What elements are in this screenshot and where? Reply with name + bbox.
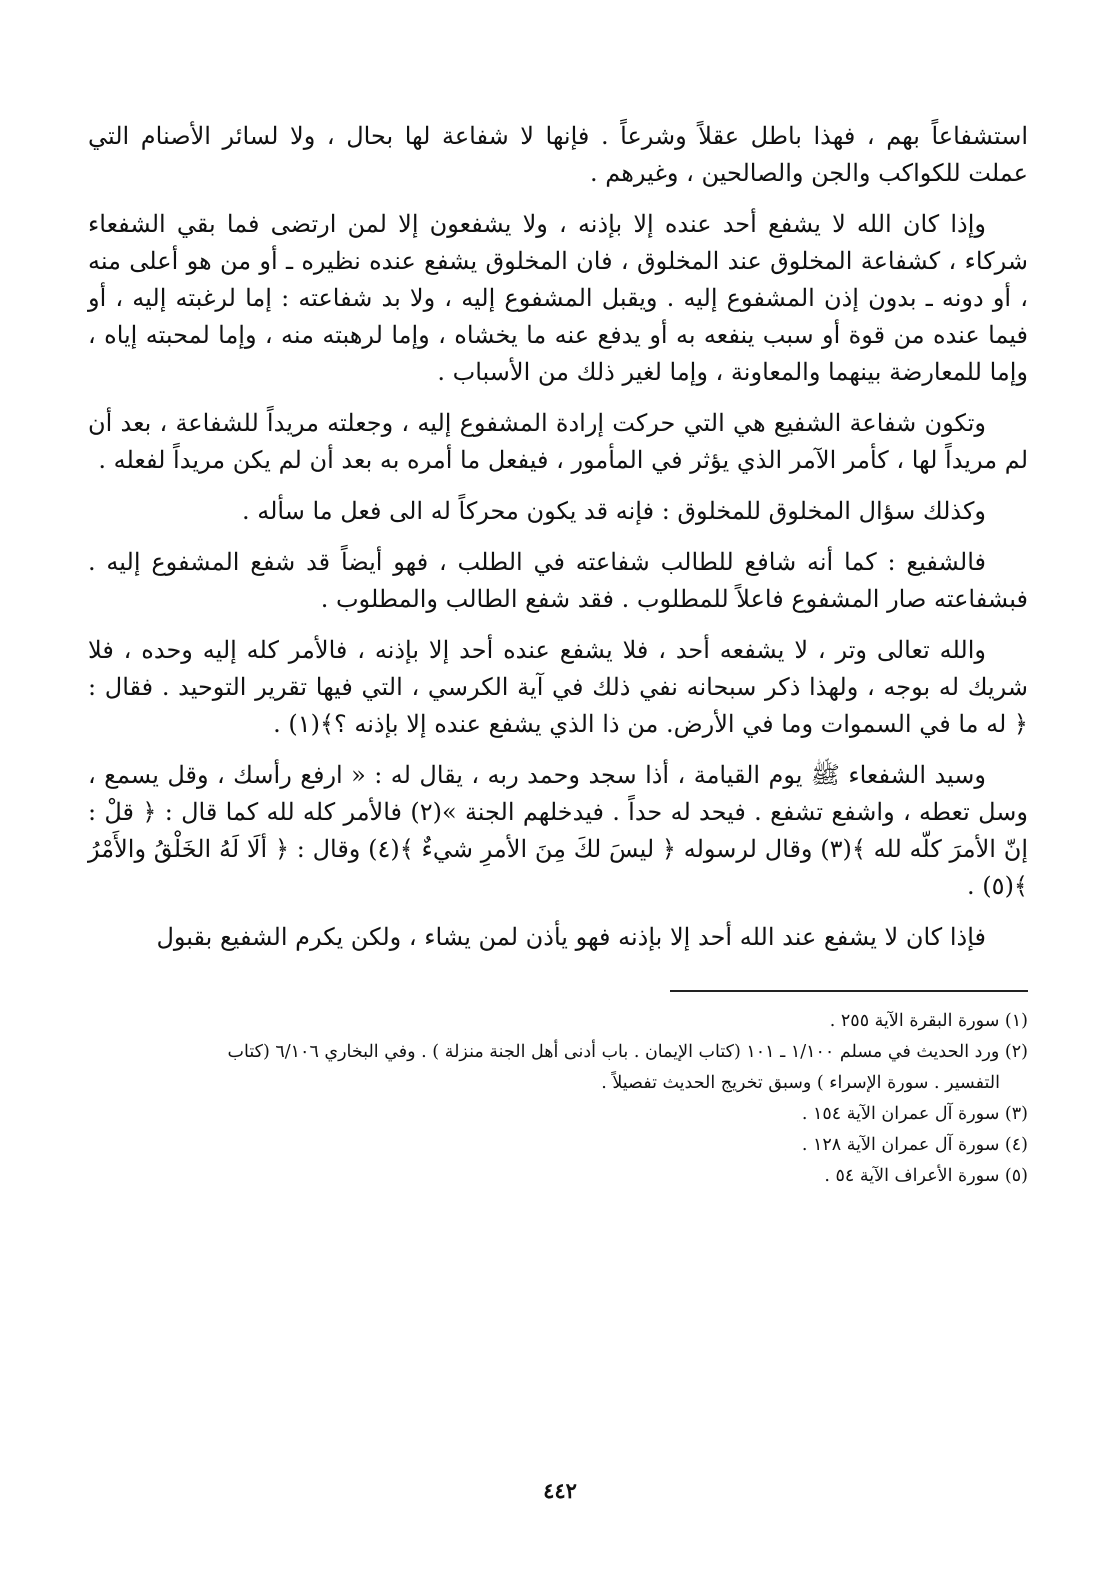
paragraph-5: فالشفيع : كما أنه شافع للطالب شفاعته في الطلب ، فهو أيضاً قد شفع المشفوع إليه . فبشفاعته صار المشفوع فاعلاً للمطلوب . فقد شفع الطالب والمطلوب . <box>88 548 1028 613</box>
footnotes <box>88 1006 1028 1192</box>
footnote-2: (٢) ورد الحديث في مسلم ١/١٠٠ ـ ١٠١ (كتاب الإيمان . باب أدنى أهل الجنة منزلة ) . وفي البخاري ٦/١٠٦ (كتاب <box>227 1042 1028 1062</box>
main-text <box>88 118 1028 956</box>
paragraph-6: والله تعالى وتر ، لا يشفعه أحد ، فلا يشفع عنده أحد إلا بإذنه ، فالأمر كله إليه وحده ، فلا شريك له بوجه ، ولهذا ذكر سبحانه نفي ذلك في آية الكرسي ، التي فيها تقرير التوحيد . فقال : ﴿ له ما في السموات وما في الأرض. من ذا الذي يشفع عنده إلا بإذنه ؟﴾(١) . <box>88 636 1028 738</box>
paragraph-7: وسيد الشفعاء ﷺ يوم القيامة ، أذا سجد وحمد ربه ، يقال له : « ارفع رأسك ، وقل يسمع ، وسل تعطه ، واشفع تشفع . فيحد له حداً . فيدخلهم الجنة »(٢) فالأمر كله لله كما قال : ﴿ قلْ : إنّ الأمرَ كلّه لله ﴾(٣) وقال لرسوله ﴿ ليسَ لكَ مِنَ الأمرِ شيءٌ ﴾(٤) وقال : ﴿ ألَا لَهُ الخَلْقُ والأَمْرُ ﴾(٥) . <box>88 761 1028 900</box>
footnote-divider <box>670 990 1028 992</box>
page-number: ٤٤٢ <box>543 1478 577 1503</box>
paragraph-1: استشفاعاً بهم ، فهذا باطل عقلاً وشرعاً . فإنها لا شفاعة لها بحال ، ولا لسائر الأصنام التي عملت للكواكب والجن والصالحين ، وغيرهم . <box>88 122 1028 187</box>
footnote-4: (٤) سورة آل عمران الآية ١٢٨ . <box>801 1135 1028 1155</box>
paragraph-8: فإذا كان لا يشفع عند الله أحد إلا بإذنه فهو يأذن لمن يشاء ، ولكن يكرم الشفيع بقبول <box>156 923 986 951</box>
paragraph-3: وتكون شفاعة الشفيع هي التي حركت إرادة المشفوع إليه ، وجعلته مريداً للشفاعة ، بعد أن لم مريداً لها ، كأمر الآمر الذي يؤثر في المأمور ، فيفعل ما أمره به بعد أن لم يكن مريداً لفعله . <box>88 409 1028 474</box>
footnote-1: (١) سورة البقرة الآية ٢٥٥ . <box>829 1011 1028 1031</box>
footnote-2-continued: التفسير . سورة الإسراء ) وسبق تخريج الحديث تفصيلاً . <box>601 1073 1000 1093</box>
footnote-5: (٥) سورة الأعراف الآية ٥٤ . <box>824 1166 1028 1186</box>
paragraph-2: وإذا كان الله لا يشفع أحد عنده إلا بإذنه ، ولا يشفعون إلا لمن ارتضى فما بقي الشفعاء شركاء ، كشفاعة المخلوق عند المخلوق ، فان المخلوق يشفع عنده نظيره ـ أو من هو أعلى منه ، أو دونه ـ بدون إذن المشفوع إليه . ويقبل المشفوع إليه ، ولا بد شفاعته : إما لرغبته إليه ، أو فيما عنده من قوة أو سبب ينفعه به أو يدفع عنه ما يخشاه ، وإما لرهبته منه ، وإما لمحبته إياه ، وإما للمعارضة بينهما والمعاونة ، وإما لغير ذلك من الأسباب . <box>88 210 1029 386</box>
paragraph-4: وكذلك سؤال المخلوق للمخلوق : فإنه قد يكون محركاً له الى فعل ما سأله . <box>241 497 986 525</box>
footnote-3: (٣) سورة آل عمران الآية ١٥٤ . <box>801 1104 1028 1124</box>
